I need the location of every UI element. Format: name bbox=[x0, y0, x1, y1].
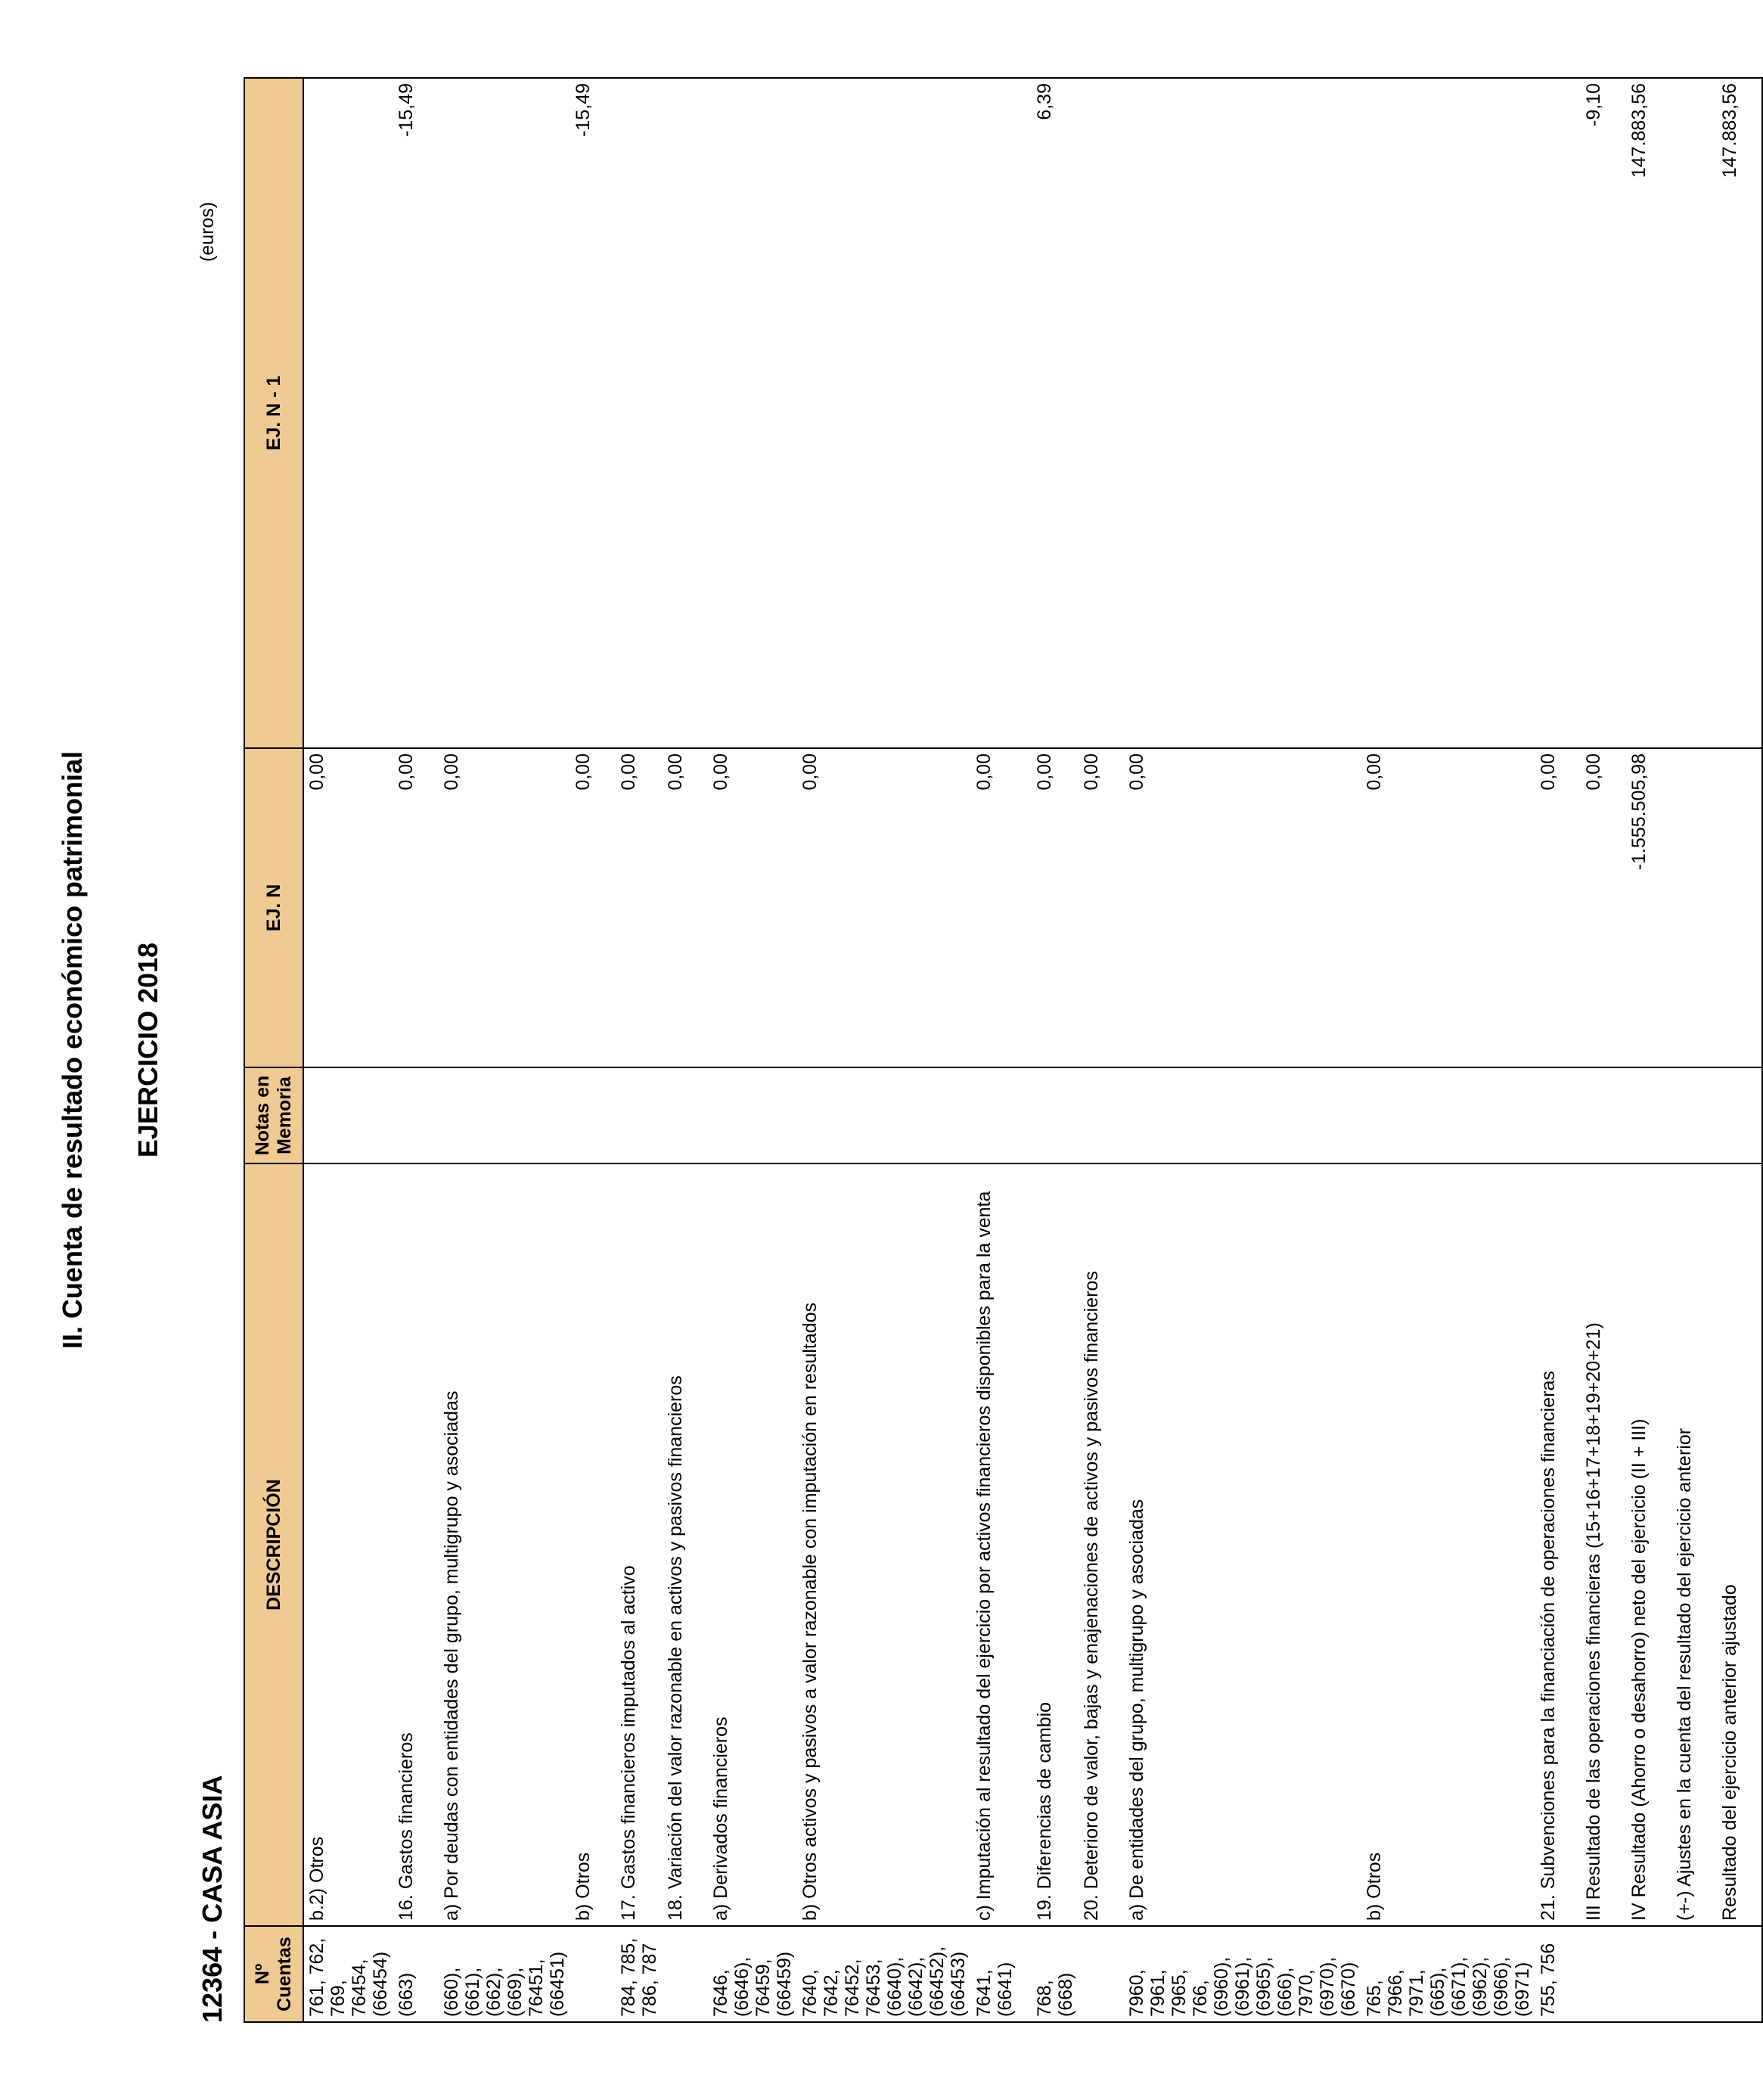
account-codes: 784, 785, 786, 787 bbox=[616, 1926, 663, 2022]
account-codes bbox=[1626, 1926, 1671, 2022]
table-body bbox=[303, 78, 1762, 2022]
value-year-n bbox=[1671, 748, 1717, 1067]
value-year-n: 0,00 bbox=[393, 748, 439, 1067]
row-description: a) Por deudas con entidades del grupo, multigrupo y asociadas bbox=[439, 1163, 570, 1926]
value-year-n bbox=[1717, 748, 1762, 1067]
table-row bbox=[393, 78, 439, 2022]
table-row bbox=[439, 78, 570, 2022]
table-row bbox=[1626, 78, 1671, 2022]
row-description: 19. Diferencias de cambio bbox=[1032, 1163, 1079, 1926]
value-year-n1 bbox=[1124, 78, 1361, 748]
row-description: 20. Deterioro de valor, bajas y enajenaciones de activos y pasivos financieros bbox=[1079, 1163, 1124, 1926]
header-description: DESCRIPCIÓN bbox=[244, 1163, 303, 1926]
value-year-n1 bbox=[303, 78, 393, 748]
value-year-n: -1.555.505,98 bbox=[1626, 748, 1671, 1067]
value-year-n: 0,00 bbox=[616, 748, 663, 1067]
value-year-n1: -9,10 bbox=[1581, 78, 1626, 748]
value-year-n1: 147.883,56 bbox=[1626, 78, 1671, 748]
account-codes: (660), (661), (662), (669), 76451, (66451) bbox=[439, 1926, 570, 2022]
row-description: 16. Gastos financieros bbox=[393, 1163, 439, 1926]
account-codes: 7960, 7961, 7965, 766, (6960), (6961), (6965), (666), 7970, (6970), (6670) bbox=[1124, 1926, 1361, 2022]
memoria-note bbox=[1079, 1067, 1124, 1163]
value-year-n1 bbox=[1535, 78, 1581, 748]
value-year-n1: -15,49 bbox=[570, 78, 616, 748]
value-year-n: 0,00 bbox=[1535, 748, 1581, 1067]
row-description: b.2) Otros bbox=[303, 1163, 393, 1926]
account-codes bbox=[570, 1926, 616, 2022]
table-row bbox=[616, 78, 663, 2022]
memoria-note bbox=[1535, 1067, 1581, 1163]
value-year-n1: -15,49 bbox=[393, 78, 439, 748]
memoria-note bbox=[1671, 1067, 1717, 1163]
memoria-note bbox=[971, 1067, 1032, 1163]
value-year-n: 0,00 bbox=[1361, 748, 1535, 1067]
value-year-n: 0,00 bbox=[797, 748, 971, 1067]
table-row bbox=[303, 78, 393, 2022]
account-codes: 7646, (6646), 76459, (66459) bbox=[708, 1926, 797, 2022]
table-row bbox=[797, 78, 971, 2022]
row-description: a) Derivados financieros bbox=[708, 1163, 797, 1926]
table-row bbox=[1581, 78, 1626, 2022]
value-year-n1: 6,39 bbox=[1032, 78, 1079, 748]
row-description: c) Imputación al resultado del ejercicio por activos financieros disponibles para la venta bbox=[971, 1163, 1032, 1926]
table-row bbox=[570, 78, 616, 2022]
account-codes bbox=[1717, 1926, 1762, 2022]
header-notes: Notas en Memoria bbox=[244, 1067, 303, 1163]
row-description: (+-) Ajustes en la cuenta del resultado del ejercicio anterior bbox=[1671, 1163, 1717, 1926]
value-year-n: 0,00 bbox=[570, 748, 616, 1067]
memoria-note bbox=[1032, 1067, 1079, 1163]
value-year-n: 0,00 bbox=[971, 748, 1032, 1067]
table-row bbox=[1032, 78, 1079, 2022]
memoria-note bbox=[1626, 1067, 1671, 1163]
row-description: a) De entidades del grupo, multigrupo y asociadas bbox=[1124, 1163, 1361, 1926]
account-codes bbox=[663, 1926, 708, 2022]
row-description: 18. Variación del valor razonable en activos y pasivos financieros bbox=[663, 1163, 708, 1926]
exercise-title: EJERCICIO 2018 bbox=[132, 942, 163, 1158]
value-year-n1 bbox=[616, 78, 663, 748]
value-year-n1 bbox=[708, 78, 797, 748]
table-row bbox=[971, 78, 1032, 2022]
table-row bbox=[663, 78, 708, 2022]
table-row bbox=[1079, 78, 1124, 2022]
value-year-n1 bbox=[1671, 78, 1717, 748]
report-title: II. Cuenta de resultado económico patrimonial bbox=[57, 750, 88, 1350]
row-description: III Resultado de las operaciones financieras (15+16+17+18+19+20+21) bbox=[1581, 1163, 1626, 1926]
value-year-n: 0,00 bbox=[439, 748, 570, 1067]
row-description: Resultado del ejercicio anterior ajustado bbox=[1717, 1163, 1762, 1926]
value-year-n1 bbox=[1361, 78, 1535, 748]
memoria-note bbox=[797, 1067, 971, 1163]
table-row bbox=[1671, 78, 1717, 2022]
entity-name: 12364 - CASA ASIA bbox=[197, 1775, 228, 2023]
value-year-n1 bbox=[971, 78, 1032, 748]
table-row bbox=[1124, 78, 1361, 2022]
account-codes: 755, 756 bbox=[1535, 1926, 1581, 2022]
table-row bbox=[1361, 78, 1535, 2022]
value-year-n: 0,00 bbox=[708, 748, 797, 1067]
row-description: 17. Gastos financieros imputados al activo bbox=[616, 1163, 663, 1926]
memoria-note bbox=[393, 1067, 439, 1163]
value-year-n: 0,00 bbox=[663, 748, 708, 1067]
income-statement-table bbox=[244, 77, 1763, 2023]
account-codes: 761, 762, 769, 76454, (66454) bbox=[303, 1926, 393, 2022]
header-row bbox=[244, 78, 303, 2022]
memoria-note bbox=[439, 1067, 570, 1163]
row-description: b) Otros bbox=[1361, 1163, 1535, 1926]
value-year-n: 0,00 bbox=[1079, 748, 1124, 1067]
value-year-n1 bbox=[797, 78, 971, 748]
memoria-note bbox=[570, 1067, 616, 1163]
value-year-n1: 147.883,56 bbox=[1717, 78, 1762, 748]
value-year-n: 0,00 bbox=[303, 748, 393, 1067]
account-codes: (663) bbox=[393, 1926, 439, 2022]
account-codes bbox=[1581, 1926, 1626, 2022]
table-row bbox=[708, 78, 797, 2022]
memoria-note bbox=[1124, 1067, 1361, 1163]
table-row bbox=[1535, 78, 1581, 2022]
value-year-n1 bbox=[439, 78, 570, 748]
memoria-note bbox=[1581, 1067, 1626, 1163]
table-row bbox=[1717, 78, 1762, 2022]
header-year-n1: EJ. N - 1 bbox=[244, 78, 303, 748]
row-description: b) Otros activos y pasivos a valor razonable con imputación en resultados bbox=[797, 1163, 971, 1926]
account-codes bbox=[1671, 1926, 1717, 2022]
value-year-n: 0,00 bbox=[1032, 748, 1079, 1067]
units-label: (euros) bbox=[197, 201, 218, 262]
memoria-note bbox=[663, 1067, 708, 1163]
row-description: IV Resultado (Ahorro o desahorro) neto del ejercicio (II + III) bbox=[1626, 1163, 1671, 1926]
account-codes: 768, (668) bbox=[1032, 1926, 1079, 2022]
row-description: 21. Subvenciones para la financiación de operaciones financieras bbox=[1535, 1163, 1581, 1926]
account-codes: 7641, (6641) bbox=[971, 1926, 1032, 2022]
row-description: b) Otros bbox=[570, 1163, 616, 1926]
value-year-n: 0,00 bbox=[1124, 748, 1361, 1067]
value-year-n1 bbox=[1079, 78, 1124, 748]
memoria-note bbox=[1361, 1067, 1535, 1163]
memoria-note bbox=[616, 1067, 663, 1163]
account-codes: 765, 7966, 7971, (665), (6671), (6962), (6966), (6971) bbox=[1361, 1926, 1535, 2022]
account-codes bbox=[1079, 1926, 1124, 2022]
value-year-n1 bbox=[663, 78, 708, 748]
memoria-note bbox=[303, 1067, 393, 1163]
header-accounts: Nº Cuentas bbox=[244, 1926, 303, 2022]
header-year-n: EJ. N bbox=[244, 748, 303, 1067]
memoria-note bbox=[708, 1067, 797, 1163]
memoria-note bbox=[1717, 1067, 1762, 1163]
account-codes: 7640, 7642, 76452, 76453, (6640), (6642), (66452), (66453) bbox=[797, 1926, 971, 2022]
value-year-n: 0,00 bbox=[1581, 748, 1626, 1067]
